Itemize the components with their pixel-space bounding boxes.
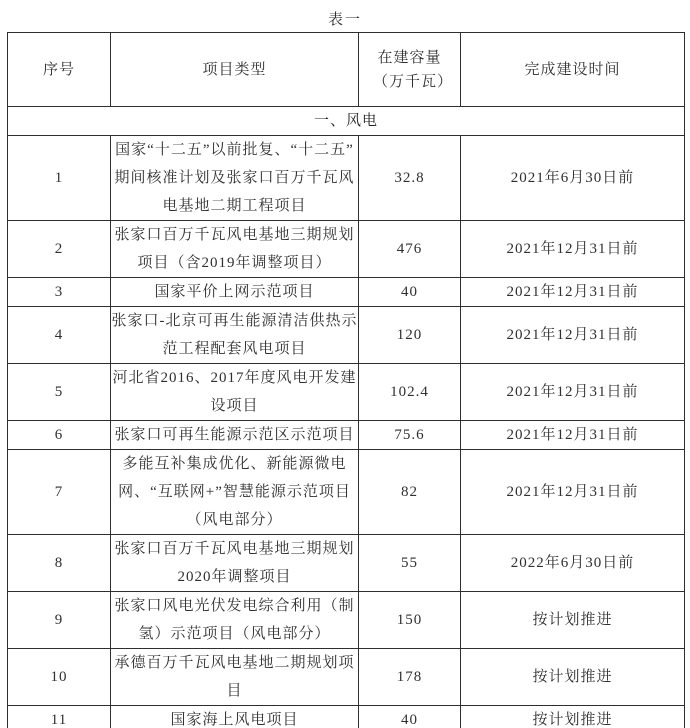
completion-time-cell: 按计划推进	[461, 592, 685, 649]
table-row	[8, 535, 685, 592]
completion-time-cell: 2021年12月31日前	[461, 278, 685, 307]
table-row	[8, 278, 685, 307]
capacity-cell: 150	[359, 592, 461, 649]
serial-number-cell: 9	[8, 592, 111, 649]
table-row	[8, 307, 685, 364]
capacity-cell: 102.4	[359, 364, 461, 421]
project-type-cell: 张家口-北京可再生能源清洁供热示范工程配套风电项目	[111, 307, 359, 364]
completion-time-cell: 按计划推进	[461, 706, 685, 728]
table-row	[8, 592, 685, 649]
serial-number-cell: 3	[8, 278, 111, 307]
wind-power-projects-table	[7, 32, 685, 728]
project-type-cell: 承德百万千瓦风电基地二期规划项目	[111, 649, 359, 706]
serial-number-cell: 2	[8, 221, 111, 278]
serial-number-cell: 5	[8, 364, 111, 421]
serial-number-cell: 10	[8, 649, 111, 706]
completion-time-cell: 按计划推进	[461, 649, 685, 706]
serial-number-cell: 8	[8, 535, 111, 592]
completion-time-cell: 2021年12月31日前	[461, 364, 685, 421]
completion-time-cell: 2022年6月30日前	[461, 535, 685, 592]
capacity-cell: 120	[359, 307, 461, 364]
table-row	[8, 649, 685, 706]
completion-time-cell: 2021年6月30日前	[461, 136, 685, 221]
table-row	[8, 364, 685, 421]
table-row	[8, 136, 685, 221]
table-row	[8, 421, 685, 450]
project-type-cell: 张家口可再生能源示范区示范项目	[111, 421, 359, 450]
table-row	[8, 221, 685, 278]
completion-time-cell: 2021年12月31日前	[461, 421, 685, 450]
table-row	[8, 450, 685, 535]
capacity-cell: 55	[359, 535, 461, 592]
capacity-cell: 82	[359, 450, 461, 535]
table-row	[8, 706, 685, 728]
capacity-cell: 32.8	[359, 136, 461, 221]
serial-number-cell: 1	[8, 136, 111, 221]
header-cell-project-type: 项目类型	[111, 33, 359, 107]
serial-number-cell: 7	[8, 450, 111, 535]
capacity-cell: 476	[359, 221, 461, 278]
completion-time-cell: 2021年12月31日前	[461, 221, 685, 278]
capacity-cell: 178	[359, 649, 461, 706]
section-row	[8, 107, 685, 136]
table-title: 表一	[327, 12, 362, 28]
project-type-cell: 张家口百万千瓦风电基地三期规划项目（含2019年调整项目）	[111, 221, 359, 278]
project-type-cell: 多能互补集成优化、新能源微电网、“互联网+”智慧能源示范项目（风电部分）	[111, 450, 359, 535]
project-type-cell: 国家“十二五”以前批复、“十二五”期间核准计划及张家口百万千瓦风电基地二期工程项目	[111, 136, 359, 221]
serial-number-cell: 6	[8, 421, 111, 450]
project-type-cell: 国家海上风电项目	[111, 706, 359, 728]
capacity-cell: 40	[359, 706, 461, 728]
header-row	[8, 33, 685, 107]
header-cell-serial-number: 序号	[8, 33, 111, 107]
project-type-cell: 国家平价上网示范项目	[111, 278, 359, 307]
capacity-cell: 75.6	[359, 421, 461, 450]
project-type-cell: 河北省2016、2017年度风电开发建设项目	[111, 364, 359, 421]
completion-time-cell: 2021年12月31日前	[461, 307, 685, 364]
header-cell-completion-time: 完成建设时间	[461, 33, 685, 107]
serial-number-cell: 11	[8, 706, 111, 728]
serial-number-cell: 4	[8, 307, 111, 364]
completion-time-cell: 2021年12月31日前	[461, 450, 685, 535]
project-type-cell: 张家口百万千瓦风电基地三期规划2020年调整项目	[111, 535, 359, 592]
project-type-cell: 张家口风电光伏发电综合利用（制氢）示范项目（风电部分）	[111, 592, 359, 649]
section-label-wind-power: 一、风电	[8, 107, 685, 136]
header-cell-capacity-under-construction: 在建容量（万千瓦）	[359, 33, 461, 107]
capacity-cell: 40	[359, 278, 461, 307]
